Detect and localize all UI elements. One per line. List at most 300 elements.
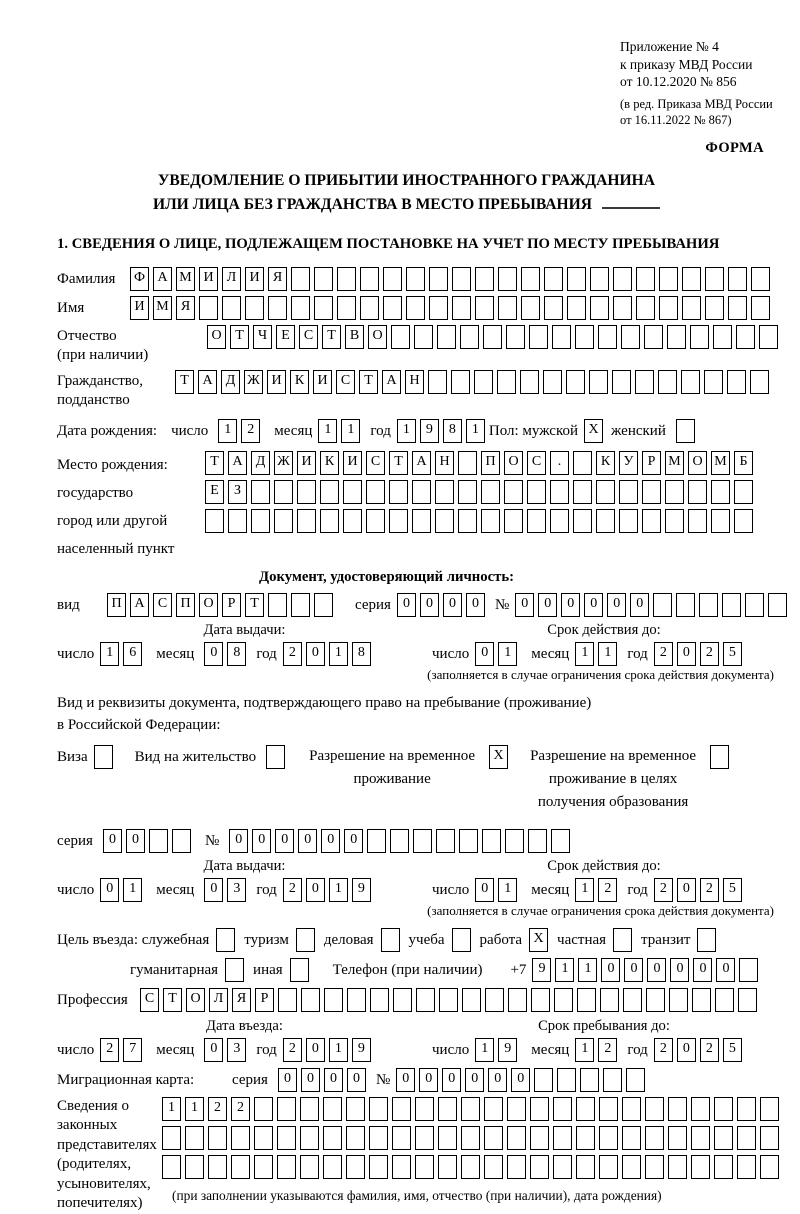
char-cell[interactable] — [461, 1155, 480, 1179]
char-cell[interactable] — [435, 480, 454, 504]
char-cell[interactable] — [699, 593, 718, 617]
char-cell[interactable] — [590, 296, 609, 320]
char-cell[interactable] — [172, 829, 191, 853]
char-cell[interactable]: Ф — [130, 267, 149, 291]
char-cell[interactable] — [551, 829, 570, 853]
char-cell[interactable]: 0 — [344, 829, 363, 853]
char-cell[interactable]: 0 — [306, 1038, 325, 1062]
char-cell[interactable] — [300, 1126, 319, 1150]
char-cell[interactable] — [406, 296, 425, 320]
char-cell[interactable]: 1 — [498, 642, 517, 666]
char-cell[interactable]: 0 — [475, 878, 494, 902]
char-cell[interactable]: 9 — [498, 1038, 517, 1062]
char-cell[interactable] — [323, 1155, 342, 1179]
doc-series-field[interactable] — [397, 593, 489, 617]
patronymic-field[interactable] — [207, 325, 782, 349]
char-cell[interactable]: 0 — [204, 1038, 223, 1062]
char-cell[interactable] — [268, 296, 287, 320]
char-cell[interactable] — [507, 1126, 526, 1150]
char-cell[interactable] — [768, 593, 787, 617]
char-cell[interactable] — [619, 480, 638, 504]
char-cell[interactable] — [300, 1097, 319, 1121]
char-cell[interactable] — [599, 1126, 618, 1150]
char-cell[interactable]: 1 — [318, 419, 337, 443]
res-valid-day[interactable] — [475, 878, 521, 902]
char-cell[interactable] — [369, 1126, 388, 1150]
char-cell[interactable] — [553, 1126, 572, 1150]
char-cell[interactable] — [291, 593, 310, 617]
char-cell[interactable]: 1 — [100, 642, 119, 666]
char-cell[interactable]: 0 — [321, 829, 340, 853]
char-cell[interactable]: Я — [268, 267, 287, 291]
purpose-transit-checkbox[interactable] — [697, 928, 716, 952]
char-cell[interactable]: Р — [255, 988, 274, 1012]
char-cell[interactable]: 1 — [329, 1038, 348, 1062]
char-cell[interactable] — [459, 829, 478, 853]
char-cell[interactable]: 0 — [601, 958, 620, 982]
char-cell[interactable] — [567, 296, 586, 320]
char-cell[interactable] — [711, 480, 730, 504]
char-cell[interactable] — [745, 593, 764, 617]
char-cell[interactable] — [682, 296, 701, 320]
birth-year-field[interactable] — [397, 419, 489, 443]
surname-field[interactable] — [130, 267, 774, 291]
char-cell[interactable] — [346, 1097, 365, 1121]
char-cell[interactable] — [452, 296, 471, 320]
char-cell[interactable] — [414, 325, 433, 349]
char-cell[interactable] — [505, 829, 524, 853]
char-cell[interactable]: 9 — [532, 958, 551, 982]
char-cell[interactable] — [392, 1155, 411, 1179]
char-cell[interactable] — [576, 1097, 595, 1121]
char-cell[interactable]: М — [176, 267, 195, 291]
char-cell[interactable]: А — [228, 451, 247, 475]
char-cell[interactable] — [737, 1155, 756, 1179]
char-cell[interactable]: 0 — [275, 829, 294, 853]
char-cell[interactable]: М — [153, 296, 172, 320]
char-cell[interactable] — [622, 1126, 641, 1150]
char-cell[interactable] — [429, 296, 448, 320]
char-cell[interactable] — [438, 1097, 457, 1121]
char-cell[interactable]: Т — [389, 451, 408, 475]
char-cell[interactable]: 0 — [488, 1068, 507, 1092]
char-cell[interactable]: Т — [163, 988, 182, 1012]
char-cell[interactable] — [566, 370, 585, 394]
char-cell[interactable] — [576, 1126, 595, 1150]
char-cell[interactable] — [437, 325, 456, 349]
name-field[interactable] — [130, 296, 774, 320]
char-cell[interactable]: А — [198, 370, 217, 394]
purpose-private-checkbox[interactable] — [613, 928, 632, 952]
char-cell[interactable]: О — [368, 325, 387, 349]
char-cell[interactable] — [635, 370, 654, 394]
char-cell[interactable] — [734, 509, 753, 533]
char-cell[interactable]: 1 — [575, 642, 594, 666]
char-cell[interactable]: 2 — [700, 642, 719, 666]
char-cell[interactable]: Н — [405, 370, 424, 394]
char-cell[interactable] — [552, 325, 571, 349]
char-cell[interactable]: Д — [221, 370, 240, 394]
char-cell[interactable]: И — [313, 370, 332, 394]
char-cell[interactable]: . — [550, 451, 569, 475]
char-cell[interactable]: 2 — [654, 642, 673, 666]
char-cell[interactable] — [688, 480, 707, 504]
char-cell[interactable] — [691, 1155, 710, 1179]
char-cell[interactable]: Т — [359, 370, 378, 394]
char-cell[interactable]: 0 — [347, 1068, 366, 1092]
char-cell[interactable] — [484, 1097, 503, 1121]
char-cell[interactable]: 6 — [123, 642, 142, 666]
char-cell[interactable] — [645, 1155, 664, 1179]
char-cell[interactable] — [320, 509, 339, 533]
char-cell[interactable]: 9 — [352, 878, 371, 902]
char-cell[interactable] — [692, 988, 711, 1012]
char-cell[interactable]: 0 — [306, 878, 325, 902]
char-cell[interactable] — [543, 370, 562, 394]
char-cell[interactable]: 0 — [607, 593, 626, 617]
char-cell[interactable] — [705, 296, 724, 320]
char-cell[interactable] — [580, 1068, 599, 1092]
char-cell[interactable] — [760, 1097, 779, 1121]
char-cell[interactable]: 0 — [420, 593, 439, 617]
char-cell[interactable] — [645, 1097, 664, 1121]
char-cell[interactable] — [347, 988, 366, 1012]
char-cell[interactable]: 0 — [630, 593, 649, 617]
char-cell[interactable]: Л — [222, 267, 241, 291]
char-cell[interactable]: 0 — [442, 1068, 461, 1092]
res-issue-day[interactable] — [100, 878, 146, 902]
char-cell[interactable] — [406, 267, 425, 291]
char-cell[interactable]: К — [290, 370, 309, 394]
char-cell[interactable] — [681, 370, 700, 394]
char-cell[interactable]: К — [320, 451, 339, 475]
char-cell[interactable]: 7 — [123, 1038, 142, 1062]
char-cell[interactable]: 0 — [466, 593, 485, 617]
purpose-study-checkbox[interactable] — [452, 928, 471, 952]
guardians-field-row1[interactable] — [162, 1097, 783, 1121]
char-cell[interactable]: Р — [642, 451, 661, 475]
doc-number-field[interactable] — [515, 593, 791, 617]
char-cell[interactable] — [553, 1155, 572, 1179]
char-cell[interactable] — [645, 1126, 664, 1150]
char-cell[interactable]: 5 — [723, 642, 742, 666]
char-cell[interactable] — [520, 370, 539, 394]
stay-day[interactable] — [475, 1038, 521, 1062]
char-cell[interactable] — [737, 1126, 756, 1150]
birth-month-field[interactable] — [318, 419, 364, 443]
char-cell[interactable]: 1 — [555, 958, 574, 982]
char-cell[interactable] — [383, 296, 402, 320]
char-cell[interactable]: Р — [222, 593, 241, 617]
char-cell[interactable] — [636, 296, 655, 320]
char-cell[interactable]: И — [199, 267, 218, 291]
char-cell[interactable]: Л — [209, 988, 228, 1012]
char-cell[interactable] — [254, 1155, 273, 1179]
char-cell[interactable]: 0 — [716, 958, 735, 982]
char-cell[interactable] — [668, 1126, 687, 1150]
temp-residence-checkbox[interactable]: X — [489, 745, 508, 769]
char-cell[interactable]: 0 — [301, 1068, 320, 1092]
char-cell[interactable] — [736, 325, 755, 349]
char-cell[interactable]: 2 — [654, 878, 673, 902]
char-cell[interactable]: 1 — [123, 878, 142, 902]
char-cell[interactable]: Т — [230, 325, 249, 349]
purpose-work-checkbox[interactable]: X — [529, 928, 548, 952]
char-cell[interactable] — [481, 480, 500, 504]
char-cell[interactable] — [676, 593, 695, 617]
char-cell[interactable] — [658, 370, 677, 394]
char-cell[interactable]: 1 — [218, 419, 237, 443]
purpose-business-checkbox[interactable] — [381, 928, 400, 952]
char-cell[interactable] — [389, 509, 408, 533]
char-cell[interactable] — [507, 1097, 526, 1121]
char-cell[interactable] — [734, 480, 753, 504]
char-cell[interactable]: Т — [322, 325, 341, 349]
char-cell[interactable]: В — [345, 325, 364, 349]
char-cell[interactable] — [668, 1097, 687, 1121]
char-cell[interactable] — [416, 988, 435, 1012]
char-cell[interactable]: 2 — [283, 1038, 302, 1062]
char-cell[interactable] — [603, 1068, 622, 1092]
char-cell[interactable] — [392, 1097, 411, 1121]
char-cell[interactable] — [438, 1155, 457, 1179]
char-cell[interactable] — [691, 1097, 710, 1121]
entry-month[interactable] — [204, 1038, 250, 1062]
char-cell[interactable] — [575, 325, 594, 349]
char-cell[interactable] — [667, 325, 686, 349]
birthplace-field-row3[interactable] — [205, 509, 757, 533]
char-cell[interactable] — [458, 451, 477, 475]
char-cell[interactable] — [528, 829, 547, 853]
char-cell[interactable] — [484, 1155, 503, 1179]
char-cell[interactable] — [669, 988, 688, 1012]
purpose-humanitarian-checkbox[interactable] — [225, 958, 244, 982]
char-cell[interactable] — [690, 325, 709, 349]
mig-series-field[interactable] — [278, 1068, 370, 1092]
char-cell[interactable] — [389, 480, 408, 504]
char-cell[interactable] — [550, 509, 569, 533]
char-cell[interactable] — [612, 370, 631, 394]
birthplace-field-row2[interactable] — [205, 480, 757, 504]
char-cell[interactable] — [498, 296, 517, 320]
char-cell[interactable] — [185, 1155, 204, 1179]
char-cell[interactable] — [254, 1126, 273, 1150]
char-cell[interactable] — [521, 267, 540, 291]
entry-year[interactable] — [283, 1038, 375, 1062]
char-cell[interactable]: Ж — [274, 451, 293, 475]
char-cell[interactable] — [737, 1097, 756, 1121]
sex-male-checkbox[interactable]: X — [584, 419, 603, 443]
char-cell[interactable] — [413, 829, 432, 853]
char-cell[interactable]: 1 — [341, 419, 360, 443]
char-cell[interactable]: 1 — [475, 1038, 494, 1062]
char-cell[interactable]: 2 — [241, 419, 260, 443]
char-cell[interactable] — [529, 325, 548, 349]
char-cell[interactable]: 1 — [575, 1038, 594, 1062]
char-cell[interactable] — [573, 451, 592, 475]
char-cell[interactable] — [642, 480, 661, 504]
char-cell[interactable]: А — [130, 593, 149, 617]
char-cell[interactable] — [274, 509, 293, 533]
char-cell[interactable]: 1 — [329, 642, 348, 666]
char-cell[interactable] — [482, 829, 501, 853]
temp-residence-education-checkbox[interactable] — [710, 745, 729, 769]
char-cell[interactable]: 2 — [598, 1038, 617, 1062]
char-cell[interactable]: 5 — [723, 1038, 742, 1062]
char-cell[interactable]: О — [504, 451, 523, 475]
char-cell[interactable] — [682, 267, 701, 291]
char-cell[interactable] — [527, 509, 546, 533]
char-cell[interactable]: Т — [175, 370, 194, 394]
char-cell[interactable] — [277, 1097, 296, 1121]
char-cell[interactable] — [428, 370, 447, 394]
char-cell[interactable]: 0 — [126, 829, 145, 853]
char-cell[interactable]: П — [481, 451, 500, 475]
purpose-tourism-checkbox[interactable] — [296, 928, 315, 952]
char-cell[interactable] — [461, 1126, 480, 1150]
char-cell[interactable] — [393, 988, 412, 1012]
char-cell[interactable] — [436, 829, 455, 853]
char-cell[interactable] — [367, 829, 386, 853]
doc-issue-month[interactable] — [204, 642, 250, 666]
char-cell[interactable] — [521, 296, 540, 320]
char-cell[interactable] — [553, 1097, 572, 1121]
char-cell[interactable] — [481, 509, 500, 533]
doc-issue-year[interactable] — [283, 642, 375, 666]
char-cell[interactable]: Б — [734, 451, 753, 475]
char-cell[interactable] — [162, 1155, 181, 1179]
char-cell[interactable] — [599, 1097, 618, 1121]
char-cell[interactable] — [711, 509, 730, 533]
char-cell[interactable]: Ч — [253, 325, 272, 349]
res-valid-year[interactable] — [654, 878, 746, 902]
char-cell[interactable] — [458, 480, 477, 504]
char-cell[interactable] — [621, 325, 640, 349]
char-cell[interactable] — [366, 480, 385, 504]
char-cell[interactable] — [370, 988, 389, 1012]
char-cell[interactable]: А — [382, 370, 401, 394]
char-cell[interactable] — [369, 1097, 388, 1121]
char-cell[interactable] — [739, 958, 758, 982]
res-series-field[interactable] — [103, 829, 195, 853]
char-cell[interactable]: 0 — [204, 878, 223, 902]
char-cell[interactable] — [728, 267, 747, 291]
res-issue-month[interactable] — [204, 878, 250, 902]
char-cell[interactable] — [415, 1126, 434, 1150]
char-cell[interactable] — [760, 1126, 779, 1150]
char-cell[interactable]: К — [596, 451, 615, 475]
char-cell[interactable] — [254, 1097, 273, 1121]
guardians-field-row2[interactable] — [162, 1126, 783, 1150]
char-cell[interactable] — [291, 267, 310, 291]
char-cell[interactable] — [228, 509, 247, 533]
char-cell[interactable] — [653, 593, 672, 617]
char-cell[interactable] — [451, 370, 470, 394]
char-cell[interactable]: Т — [245, 593, 264, 617]
char-cell[interactable]: 0 — [298, 829, 317, 853]
char-cell[interactable]: 1 — [162, 1097, 181, 1121]
char-cell[interactable]: П — [176, 593, 195, 617]
char-cell[interactable] — [461, 1097, 480, 1121]
char-cell[interactable] — [251, 480, 270, 504]
char-cell[interactable] — [439, 988, 458, 1012]
char-cell[interactable] — [644, 325, 663, 349]
char-cell[interactable]: 0 — [515, 593, 534, 617]
char-cell[interactable] — [642, 509, 661, 533]
char-cell[interactable]: 0 — [324, 1068, 343, 1092]
char-cell[interactable]: 2 — [208, 1097, 227, 1121]
char-cell[interactable] — [596, 480, 615, 504]
char-cell[interactable] — [715, 988, 734, 1012]
char-cell[interactable]: 2 — [700, 1038, 719, 1062]
char-cell[interactable]: С — [366, 451, 385, 475]
char-cell[interactable] — [199, 296, 218, 320]
char-cell[interactable]: 0 — [561, 593, 580, 617]
char-cell[interactable]: 8 — [227, 642, 246, 666]
char-cell[interactable] — [301, 988, 320, 1012]
char-cell[interactable] — [507, 1155, 526, 1179]
char-cell[interactable]: С — [140, 988, 159, 1012]
char-cell[interactable] — [475, 296, 494, 320]
char-cell[interactable] — [573, 509, 592, 533]
char-cell[interactable]: 0 — [306, 642, 325, 666]
char-cell[interactable] — [251, 509, 270, 533]
stay-year[interactable] — [654, 1038, 746, 1062]
char-cell[interactable] — [383, 267, 402, 291]
char-cell[interactable] — [665, 509, 684, 533]
doc-type-field[interactable] — [107, 593, 337, 617]
char-cell[interactable]: И — [130, 296, 149, 320]
char-cell[interactable]: 9 — [420, 419, 439, 443]
char-cell[interactable] — [760, 1155, 779, 1179]
char-cell[interactable]: Е — [276, 325, 295, 349]
char-cell[interactable]: Д — [251, 451, 270, 475]
char-cell[interactable]: 0 — [100, 878, 119, 902]
char-cell[interactable]: 0 — [538, 593, 557, 617]
char-cell[interactable] — [343, 509, 362, 533]
char-cell[interactable]: И — [245, 267, 264, 291]
char-cell[interactable] — [278, 988, 297, 1012]
char-cell[interactable]: 5 — [723, 878, 742, 902]
char-cell[interactable] — [636, 267, 655, 291]
char-cell[interactable] — [435, 509, 454, 533]
char-cell[interactable] — [534, 1068, 553, 1092]
char-cell[interactable] — [324, 988, 343, 1012]
char-cell[interactable] — [162, 1126, 181, 1150]
char-cell[interactable] — [619, 509, 638, 533]
char-cell[interactable] — [277, 1155, 296, 1179]
char-cell[interactable] — [714, 1097, 733, 1121]
char-cell[interactable]: 0 — [252, 829, 271, 853]
char-cell[interactable] — [438, 1126, 457, 1150]
char-cell[interactable] — [337, 267, 356, 291]
char-cell[interactable]: 1 — [397, 419, 416, 443]
char-cell[interactable] — [713, 325, 732, 349]
char-cell[interactable] — [274, 480, 293, 504]
char-cell[interactable]: С — [336, 370, 355, 394]
char-cell[interactable] — [369, 1155, 388, 1179]
char-cell[interactable] — [531, 988, 550, 1012]
entry-day[interactable] — [100, 1038, 146, 1062]
char-cell[interactable] — [530, 1097, 549, 1121]
char-cell[interactable] — [600, 988, 619, 1012]
res-valid-month[interactable] — [575, 878, 621, 902]
char-cell[interactable]: 0 — [584, 593, 603, 617]
char-cell[interactable]: 0 — [443, 593, 462, 617]
char-cell[interactable]: 0 — [229, 829, 248, 853]
profession-field[interactable] — [140, 988, 761, 1012]
char-cell[interactable]: У — [619, 451, 638, 475]
